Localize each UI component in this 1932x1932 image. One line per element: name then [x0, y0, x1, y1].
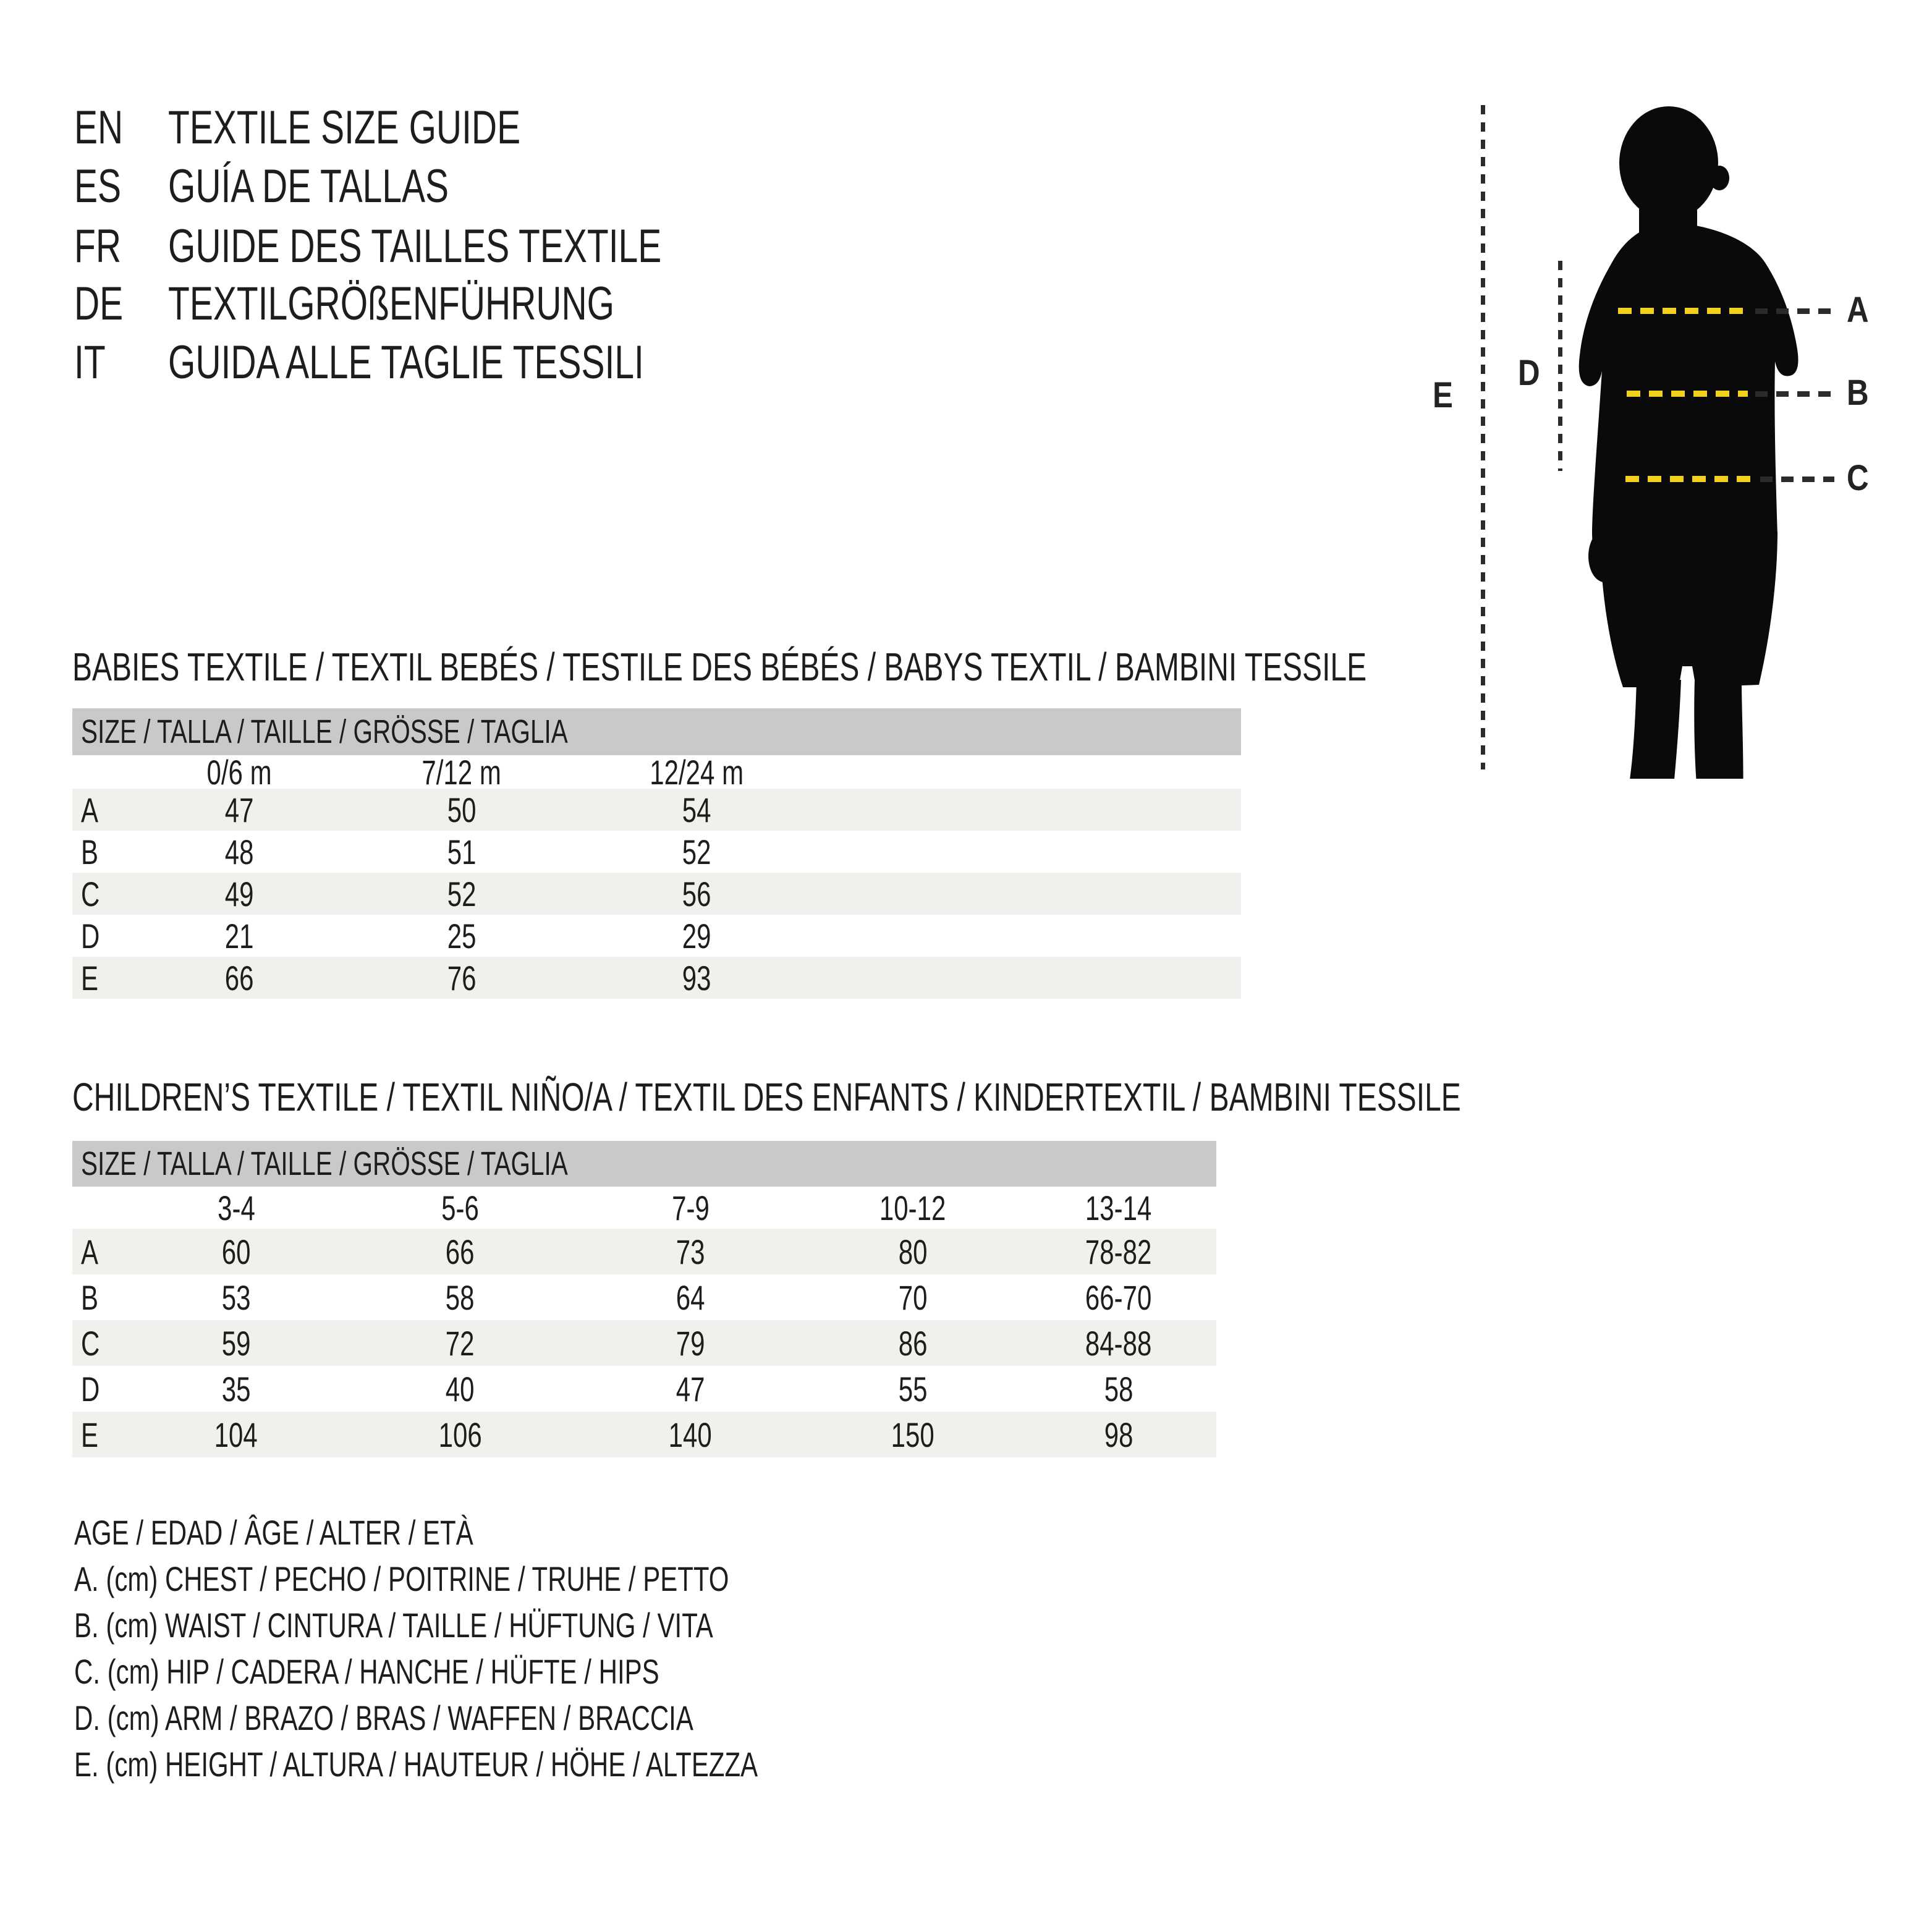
table-cell: 50 [447, 790, 477, 829]
figure-label-a: A [1847, 290, 1869, 330]
babies-size-table [72, 708, 1241, 999]
column-header: 7-9 [671, 1188, 710, 1227]
table-cell: 60 [221, 1232, 251, 1271]
table-cell [72, 1187, 128, 1229]
hip-leader-line-c-icon [1760, 477, 1834, 482]
arm-measure-line-d-icon [1558, 261, 1562, 471]
legend-item-height: E. (cm) HEIGHT / ALTURA / HAUTEUR / HÖHE / ALTEZZA [74, 1745, 758, 1784]
table-cell: 84-88 [1085, 1323, 1152, 1363]
legend-item-arm: D. (cm) ARM / BRAZO / BRAS / WAFFEN / BRACCIA [74, 1698, 693, 1737]
babies-table-header-text: SIZE / TALLA / TAILLE / GRÖSSE / TAGLIA [81, 713, 568, 750]
table-cell: 54 [682, 790, 711, 829]
table-cell: 47 [224, 790, 254, 829]
waist-measure-dash-b-icon [1627, 391, 1748, 397]
table-cell: 76 [447, 958, 477, 998]
language-code: IT [74, 336, 106, 389]
table-cell: 40 [446, 1369, 475, 1409]
table-cell: 79 [676, 1323, 705, 1363]
table-cell: 29 [682, 916, 711, 955]
table-row [72, 1320, 1216, 1366]
table-cell: 51 [447, 832, 477, 871]
column-header: 10-12 [879, 1188, 946, 1227]
table-row [72, 1274, 1216, 1320]
figure-label-c: C [1847, 458, 1869, 498]
children-table-header-bar [72, 1141, 1216, 1187]
table-row [72, 915, 1241, 957]
row-label: D [81, 916, 100, 955]
table-cell: 93 [682, 958, 711, 998]
table-cell: 66 [446, 1232, 475, 1271]
figure-label-d: D [1518, 353, 1540, 393]
table-cell: 80 [898, 1232, 928, 1271]
language-code: DE [74, 278, 124, 330]
table-row [72, 831, 1241, 873]
chest-leader-line-a-icon [1755, 308, 1834, 314]
table-cell: 58 [1104, 1369, 1133, 1409]
row-label: E [81, 958, 99, 998]
table-cell: 48 [224, 832, 254, 871]
babies-section-title-text: BABIES TEXTILE / TEXTIL BEBÉS / TESTILE DES BÉBÉS / BABYS TEXTIL / BAMBINI TESSILE [72, 645, 1367, 689]
children-column-header-row [72, 1187, 1216, 1229]
measurement-legend [74, 1509, 986, 1787]
column-header: 12/24 m [650, 752, 744, 792]
table-cell: 150 [891, 1415, 935, 1454]
row-label: A [81, 1232, 99, 1271]
table-cell: 73 [676, 1232, 705, 1271]
table-cell: 64 [676, 1277, 705, 1317]
figure-label-b: B [1847, 373, 1869, 413]
table-cell: 106 [438, 1415, 482, 1454]
table-cell: 49 [224, 874, 254, 913]
children-table-header-text: SIZE / TALLA / TAILLE / GRÖSSE / TAGLIA [81, 1145, 568, 1182]
row-label: E [81, 1415, 99, 1454]
table-row [72, 873, 1241, 915]
row-label: C [81, 874, 100, 913]
babies-section-title [72, 644, 1798, 690]
children-size-table [72, 1141, 1216, 1457]
table-row [72, 1412, 1216, 1457]
table-cell: 53 [221, 1277, 251, 1317]
row-label: C [81, 1323, 100, 1363]
legend-age-line: AGE / EDAD / ÂGE / ALTER / ETÀ [74, 1513, 473, 1552]
table-row [72, 789, 1241, 831]
table-cell: 72 [446, 1323, 475, 1363]
table-row [72, 1229, 1216, 1274]
table-cell: 21 [224, 916, 254, 955]
language-title: TEXTILE SIZE GUIDE [168, 101, 521, 154]
table-row [72, 1366, 1216, 1412]
chest-measure-dash-a-icon [1618, 308, 1749, 314]
legend-item-chest: A. (cm) CHEST / PECHO / POITRINE / TRUHE / PETTO [74, 1559, 729, 1598]
column-header: 13-14 [1085, 1188, 1152, 1227]
table-cell: 86 [898, 1323, 928, 1363]
column-header: 7/12 m [422, 752, 502, 792]
table-cell: 55 [898, 1369, 928, 1409]
language-code: EN [74, 101, 124, 154]
babies-column-header-row [72, 752, 1241, 792]
row-label: B [81, 1277, 99, 1317]
row-label: B [81, 832, 99, 871]
language-title: GUIDE DES TAILLES TEXTILE [168, 220, 662, 273]
language-code: ES [74, 160, 122, 213]
table-cell: 56 [682, 874, 711, 913]
column-header: 0/6 m [206, 752, 272, 792]
table-cell: 78-82 [1085, 1232, 1152, 1271]
table-cell: 25 [447, 916, 477, 955]
table-cell: 98 [1104, 1415, 1133, 1454]
table-cell: 66-70 [1085, 1277, 1152, 1317]
language-title: GUÍA DE TALLAS [168, 160, 449, 213]
figure-label-e: E [1433, 375, 1453, 415]
language-code: FR [74, 220, 121, 273]
children-section-title-text: CHILDREN’S TEXTILE / TEXTIL NIÑO/A / TEXTIL DES ENFANTS / KINDERTEXTIL / BAMBINI TESSILE [72, 1075, 1461, 1119]
children-section-title [72, 1074, 1924, 1120]
waist-leader-line-b-icon [1755, 391, 1834, 397]
table-cell: 70 [898, 1277, 928, 1317]
hip-measure-dash-c-icon [1625, 476, 1756, 482]
table-cell: 35 [221, 1369, 251, 1409]
table-cell: 58 [446, 1277, 475, 1317]
table-cell: 59 [221, 1323, 251, 1363]
language-title: GUIDA ALLE TAGLIE TESSILI [168, 336, 644, 389]
table-cell: 140 [668, 1415, 713, 1454]
column-header: 5-6 [441, 1188, 479, 1227]
language-title: TEXTILGRÖßENFÜHRUNG [168, 278, 615, 330]
table-row [72, 957, 1241, 999]
legend-item-hip: C. (cm) HIP / CADERA / HANCHE / HÜFTE / HIPS [74, 1652, 659, 1691]
row-label: A [81, 790, 99, 829]
legend-item-waist: B. (cm) WAIST / CINTURA / TAILLE / HÜFTUNG / VITA [74, 1606, 713, 1645]
table-cell: 104 [214, 1415, 258, 1454]
table-cell: 52 [447, 874, 477, 913]
row-label: D [81, 1369, 100, 1409]
table-cell [72, 755, 128, 789]
babies-table-header-bar [72, 708, 1241, 755]
table-cell: 66 [224, 958, 254, 998]
table-cell: 52 [682, 832, 711, 871]
column-header: 3-4 [217, 1188, 255, 1227]
table-cell: 47 [676, 1369, 705, 1409]
